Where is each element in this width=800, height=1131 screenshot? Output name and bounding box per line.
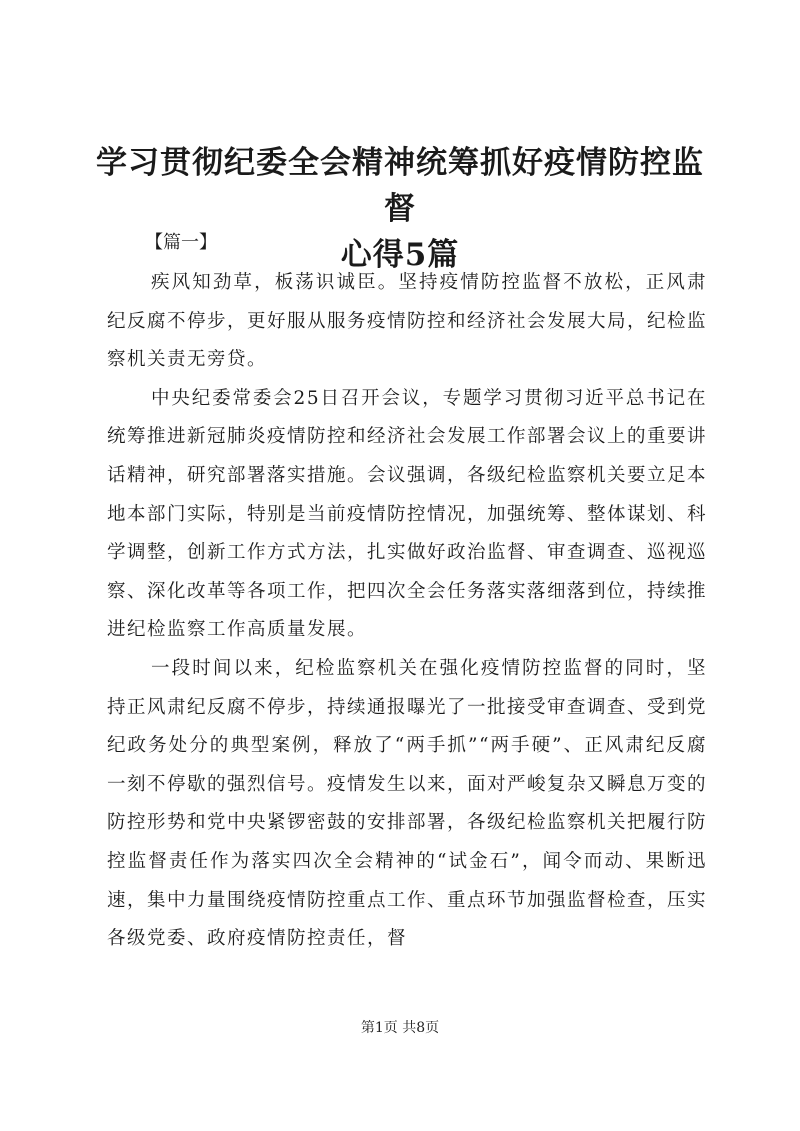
paragraph-3: 一段时间以来，纪检监察机关在强化疫情防控监督的同时，坚持正风肃纪反腐不停步，持续通报曝光了一批接受审查调查、受到党纪政务处分的典型案例，释放了“两手抓”“两手硬”、正风肃纪反腐一刻不停歇的强烈信号。疫情发生以来，面对严峻复杂又瞬息万变的防控形势和党中央紧锣密鼓的安排部署，各级纪检监察机关把履行防控监督责任作为落实四次全会精神的“试金石”，闻令而动、果断迅速，集中力量围绕疫情防控重点工作、重点环节加强监督检查，压实各级党委、政府疫情防控责任，督 [107,657,708,950]
paragraph-1: 疾风知劲草，板荡识诚臣。坚持疫情防控监督不放松，正风肃纪反腐不停步，更好服从服务疫情防控和经济社会发展大局，纪检监察机关责无旁贷。 [107,272,708,371]
title-line-1: 学习贯彻纪委全会精神统筹抓好疫情防控监督 [96,145,704,227]
page-footer: 第1页 共8页 [360,1020,440,1036]
section-label: 【篇一】 [145,232,217,253]
document-body [107,222,707,959]
title-line-2: 心得5篇 [340,237,460,273]
paragraph-2: 中央纪委常委会25日召开会议，专题学习贯彻习近平总书记在统筹推进新冠肺炎疫情防控和经济社会发展工作部署会议上的重要讲话精神，研究部署落实措施。会议强调，各级纪检监察机关要立足本地本部门实际，特别是当前疫情防控情况，加强统筹、整体谋划、科学调整，创新工作方式方法，扎实做好政治监督、审查调查、巡视巡察、深化改革等各项工作，把四次全会任务落实落细落到位，持续推进纪检监察工作高质量发展。 [107,387,708,641]
